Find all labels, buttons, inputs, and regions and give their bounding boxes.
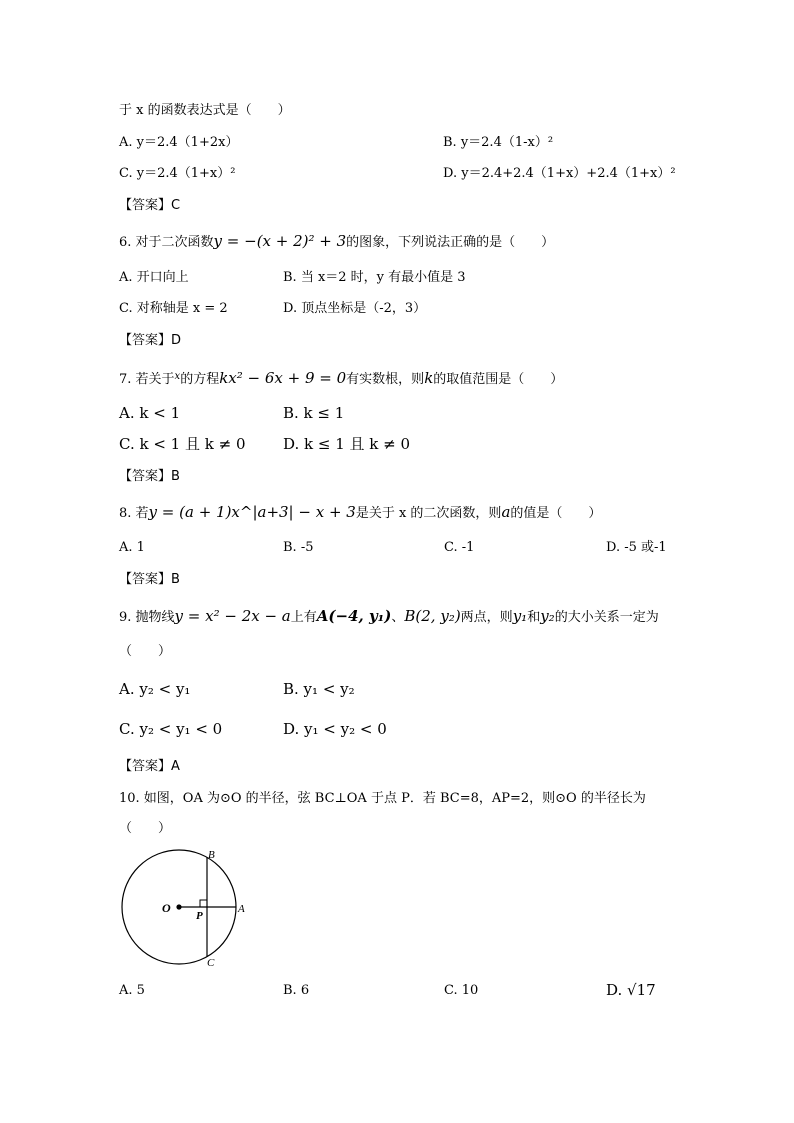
q10-option-d: D. √17 bbox=[606, 981, 656, 999]
q8-option-c: C. -1 bbox=[444, 540, 475, 555]
q7-stem bbox=[119, 368, 563, 389]
q9-option-c: C. y₂ < y₁ < 0 bbox=[119, 720, 223, 738]
q10-option-a: A. 5 bbox=[119, 983, 145, 998]
q7-var-x: x bbox=[174, 371, 181, 382]
q7-option-c: C. k < 1 且 k ≠ 0 bbox=[119, 435, 246, 453]
q9-y2: y₂ bbox=[540, 607, 555, 625]
q10-stem: 10. 如图，OA 为⊙O 的半径，弦 BC⊥OA 于点 P．若 BC=8，AP=2，则⊙O 的半径长为 bbox=[119, 791, 646, 806]
q10-paren: （ ） bbox=[119, 821, 172, 836]
q5-option-a: A. y＝2.4（1+2x） bbox=[119, 135, 239, 150]
q7-option-d: D. k ≤ 1 且 k ≠ 0 bbox=[283, 435, 411, 453]
q6-stem-pre: 6. 对于二次函数 bbox=[119, 235, 214, 250]
q9-formula: y = x² − 2x − a bbox=[174, 607, 291, 625]
q7-option-a: A. k < 1 bbox=[119, 404, 181, 422]
q6-option-b: B. 当 x＝2 时，y 有最小值是 3 bbox=[283, 270, 466, 285]
q10-option-c: C. 10 bbox=[444, 983, 479, 998]
q9-y1: y₁ bbox=[512, 607, 528, 625]
q10-option-b: B. 6 bbox=[283, 983, 310, 998]
q9-option-b: B. y₁ < y₂ bbox=[283, 680, 355, 698]
q9-point-a: A(−4, y₁) bbox=[316, 607, 392, 625]
q9-paren: （ ） bbox=[119, 644, 172, 659]
circle-figure bbox=[118, 845, 258, 970]
q6-stem-post: 的图象，下列说法正确的是（ ） bbox=[346, 235, 555, 250]
q8-option-d: D. -5 或-1 bbox=[606, 540, 667, 555]
q9-stem-post: 的大小关系一定为 bbox=[554, 610, 659, 625]
q6-option-c: C. 对称轴是 x = 2 bbox=[119, 301, 228, 316]
label-b: B bbox=[208, 849, 215, 861]
label-a: A bbox=[238, 903, 245, 915]
q7-stem-mid2: 有实数根，则 bbox=[346, 372, 425, 387]
q5-option-d: D. y＝2.4+2.4（1+x）+2.4（1+x）² bbox=[443, 166, 676, 181]
q9-stem-mid: 上有 bbox=[290, 610, 317, 625]
q9-option-d: D. y₁ < y₂ < 0 bbox=[283, 720, 387, 738]
q6-option-a: A. 开口向上 bbox=[119, 270, 189, 285]
label-c: C bbox=[207, 957, 215, 969]
q9-point-b: B(2, y₂) bbox=[404, 607, 461, 625]
q6-formula: y = −(x + 2)² + 3 bbox=[213, 232, 347, 250]
q8-stem-mid: 是关于 x 的二次函数，则 bbox=[355, 506, 502, 521]
q5-option-b: B. y＝2.4（1-x）² bbox=[443, 135, 554, 150]
q9-and: 和 bbox=[527, 610, 541, 625]
continued-question-text: 于 x 的函数表达式是（ ） bbox=[119, 103, 291, 118]
q8-answer: 【答案】B bbox=[119, 572, 180, 587]
q8-stem bbox=[119, 503, 601, 523]
label-o: O bbox=[162, 901, 171, 915]
q9-option-a: A. y₂ < y₁ bbox=[119, 680, 191, 698]
q6-answer: 【答案】D bbox=[119, 333, 182, 348]
q9-answer: 【答案】A bbox=[119, 759, 180, 774]
q9-stem-pre: 9. 抛物线 bbox=[119, 610, 175, 625]
q8-stem-pre: 8. 若 bbox=[119, 506, 149, 521]
q9-sep: 、 bbox=[391, 610, 405, 625]
q8-stem-post: 的值是（ ） bbox=[510, 506, 602, 521]
q7-stem-mid: 的方程 bbox=[180, 372, 220, 387]
q8-option-b: B. -5 bbox=[283, 540, 314, 555]
q7-option-b: B. k ≤ 1 bbox=[283, 404, 345, 422]
q5-answer: 【答案】C bbox=[119, 198, 181, 213]
q8-var-a: a bbox=[501, 503, 511, 521]
right-angle-mark bbox=[200, 900, 207, 907]
q7-stem-post: 的取值范围是（ ） bbox=[433, 372, 564, 387]
center-dot bbox=[176, 904, 181, 909]
q7-stem-pre: 7. 若关于 bbox=[119, 372, 175, 387]
q8-formula: y = (a + 1)x^|a+3| − x + 3 bbox=[148, 503, 356, 521]
q9-stem bbox=[119, 607, 659, 627]
q5-option-c: C. y＝2.4（1+x）² bbox=[119, 166, 236, 181]
q7-var-k: k bbox=[424, 369, 434, 387]
q6-option-d: D. 顶点坐标是（-2，3） bbox=[283, 301, 427, 316]
q7-answer: 【答案】B bbox=[119, 469, 180, 484]
q9-stem-mid2: 两点，则 bbox=[460, 610, 513, 625]
q8-option-a: A. 1 bbox=[119, 540, 145, 555]
q6-stem bbox=[119, 232, 554, 252]
q7-formula: kx² − 6x + 9 = 0 bbox=[219, 369, 347, 387]
label-p: P bbox=[196, 910, 203, 922]
